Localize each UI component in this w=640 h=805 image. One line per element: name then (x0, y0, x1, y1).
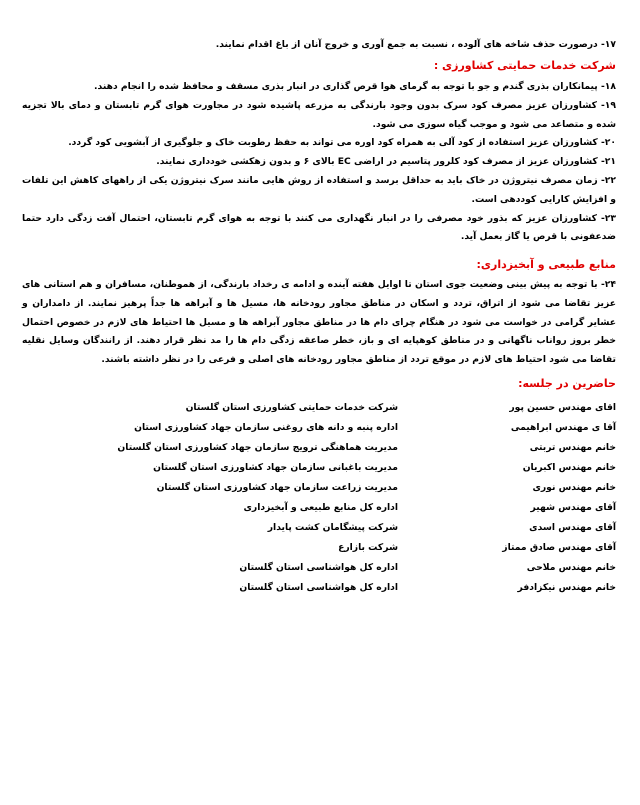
item-24: ۲۴- با توجه به پیش بینی وضعیت جوی استان تا اوایل هفته آینده و ادامه ی رخداد بارندگی، از هموطنان، مسافران و هم استانی های عزیز تقاضا می شود از اتراق، تردد و اسکان در مناطق مجاور رودخانه ها، مسیل ها و آبراهه ها جداً پرهیز نمایند. از دامداران و عشایر گرامی در خواست می شود در هنگام چرای دام ها در مناطق مجاور آبراهه ها و مسیل ها احتیاط های لازم در خصوص احتمال خطر بروز رواناب ناگهانی و در مناطق کوهپایه ای و باز، خطر صاعقه زدگی دام ها را مد نظر قرار دهند. از رانندگان وسایل نقلیه تقاضا می شود احتیاط های لازم در موقع تردد از مناطق مجاور رودخانه های اصلی و فرعی را در نظر داشته باشند. (22, 279, 616, 366)
attendee-name: آقای مهندس شهیر (530, 502, 616, 513)
attendee-row (22, 518, 616, 538)
item-21: ۲۱- کشاورزان عزیز از مصرف کود کلرور پتاسیم در اراضی EC بالای ۶ و بدون زهکشی خودداری نمایند. (156, 156, 616, 168)
item-19: ۱۹- کشاورزان عزیز مصرف کود سرک بدون وجود بارندگی به مزرعه پاشیده شود در مجاورت هوای گرم تابستان و دمای بالا تجزیه شده و متصاعد می شود و موجب گیاه سوزی می شود. (22, 99, 616, 130)
attendee-row (22, 558, 616, 578)
attendee-org: مدیریت هماهنگی ترویج سازمان جهاد کشاورزی استان گلستان (117, 442, 398, 453)
attendee-name: آقا ی مهندس ابراهیمی (510, 422, 616, 433)
attendees-list (22, 398, 616, 598)
attendee-row (22, 578, 616, 598)
attendee-org: اداره کل هواشناسی استان گلستان (239, 582, 398, 593)
heading-support-services: شرکت خدمات حمایتی کشاورزی : (433, 59, 616, 72)
attendee-name: خانم مهندس اکبریان (522, 462, 616, 473)
attendee-name: خانم مهندس نیکزادفر (517, 582, 616, 593)
attendee-name: خانم مهندس نوری (532, 482, 616, 493)
heading-attendees: حاضرین در جلسه: (518, 377, 616, 390)
attendee-org: مدیریت باغبانی سازمان جهاد کشاورزی استان گلستان (153, 462, 398, 473)
attendee-row (22, 398, 616, 418)
attendee-name: آقای مهندس صادق ممتاز (502, 542, 616, 553)
attendee-org: اداره کل هواشناسی استان گلستان (239, 562, 398, 573)
attendee-row (22, 478, 616, 498)
support-services-list (22, 78, 616, 247)
attendee-row (22, 438, 616, 458)
attendee-org: شرکت پیشگامان کشت پایدار (267, 522, 398, 533)
item-22: ۲۲- زمان مصرف نیتروژن در خاک باید به حداقل برسد و استفاده از روش هایی مانند سرک نیتروژن یکی از راههای کاهش این تلفات و افزایش کارایی کوددهی است. (22, 174, 616, 205)
attendee-name: اقای مهندس حسین پور (509, 402, 616, 413)
attendee-name: خانم مهندس تربتی (529, 442, 616, 453)
attendee-row (22, 418, 616, 438)
natural-resources-list (22, 276, 616, 370)
item-17: ۱۷- درصورت حذف شاخه های آلوده ، نسبت به جمع آوری و خروج آنان از باغ اقدام نمایند. (215, 39, 616, 50)
attendee-row (22, 538, 616, 558)
attendee-org: شرکت خدمات حمایتی کشاورزی استان گلستان (185, 402, 398, 413)
attendee-name: خانم مهندس ملاحی (526, 562, 616, 573)
attendee-row (22, 458, 616, 478)
attendee-org: شرکت بازارع (338, 542, 398, 553)
attendee-name: آقای مهندس اسدی (529, 522, 616, 533)
section-continuation (22, 36, 616, 55)
attendee-org: مدیریت زراعت سازمان جهاد کشاورزی استان گلستان (156, 482, 398, 493)
attendee-org: اداره پنبه و دانه های روغنی سازمان جهاد کشاورزی استان (134, 422, 398, 433)
item-23: ۲۳- کشاورزان عزیز که بذور خود مصرفی را در انبار نگهداری می کنند با توجه به هوای گرم تابستان، احتمال آفت زدگی دارد حتما ضدعفونی با قرص یا گاز بعمل آید. (22, 212, 616, 243)
attendee-org: اداره کل منابع طبیعی و آبخیزداری (243, 502, 398, 513)
item-18: ۱۸- پیمانکاران بذری گندم و جو با توجه به گرمای هوا قرص گذاری در انبار بذری مسقف و محافظ شده را انجام دهند. (94, 81, 616, 92)
attendee-row (22, 498, 616, 518)
heading-natural-resources: منابع طبیعی و آبخیزداری: (476, 258, 616, 271)
item-20: ۲۰- کشاورزان عزیز استفاده از کود آلی به همراه کود اوره می تواند به حفظ رطوبت خاک و جلوگیری از آبشویی کود گردد. (68, 137, 616, 149)
